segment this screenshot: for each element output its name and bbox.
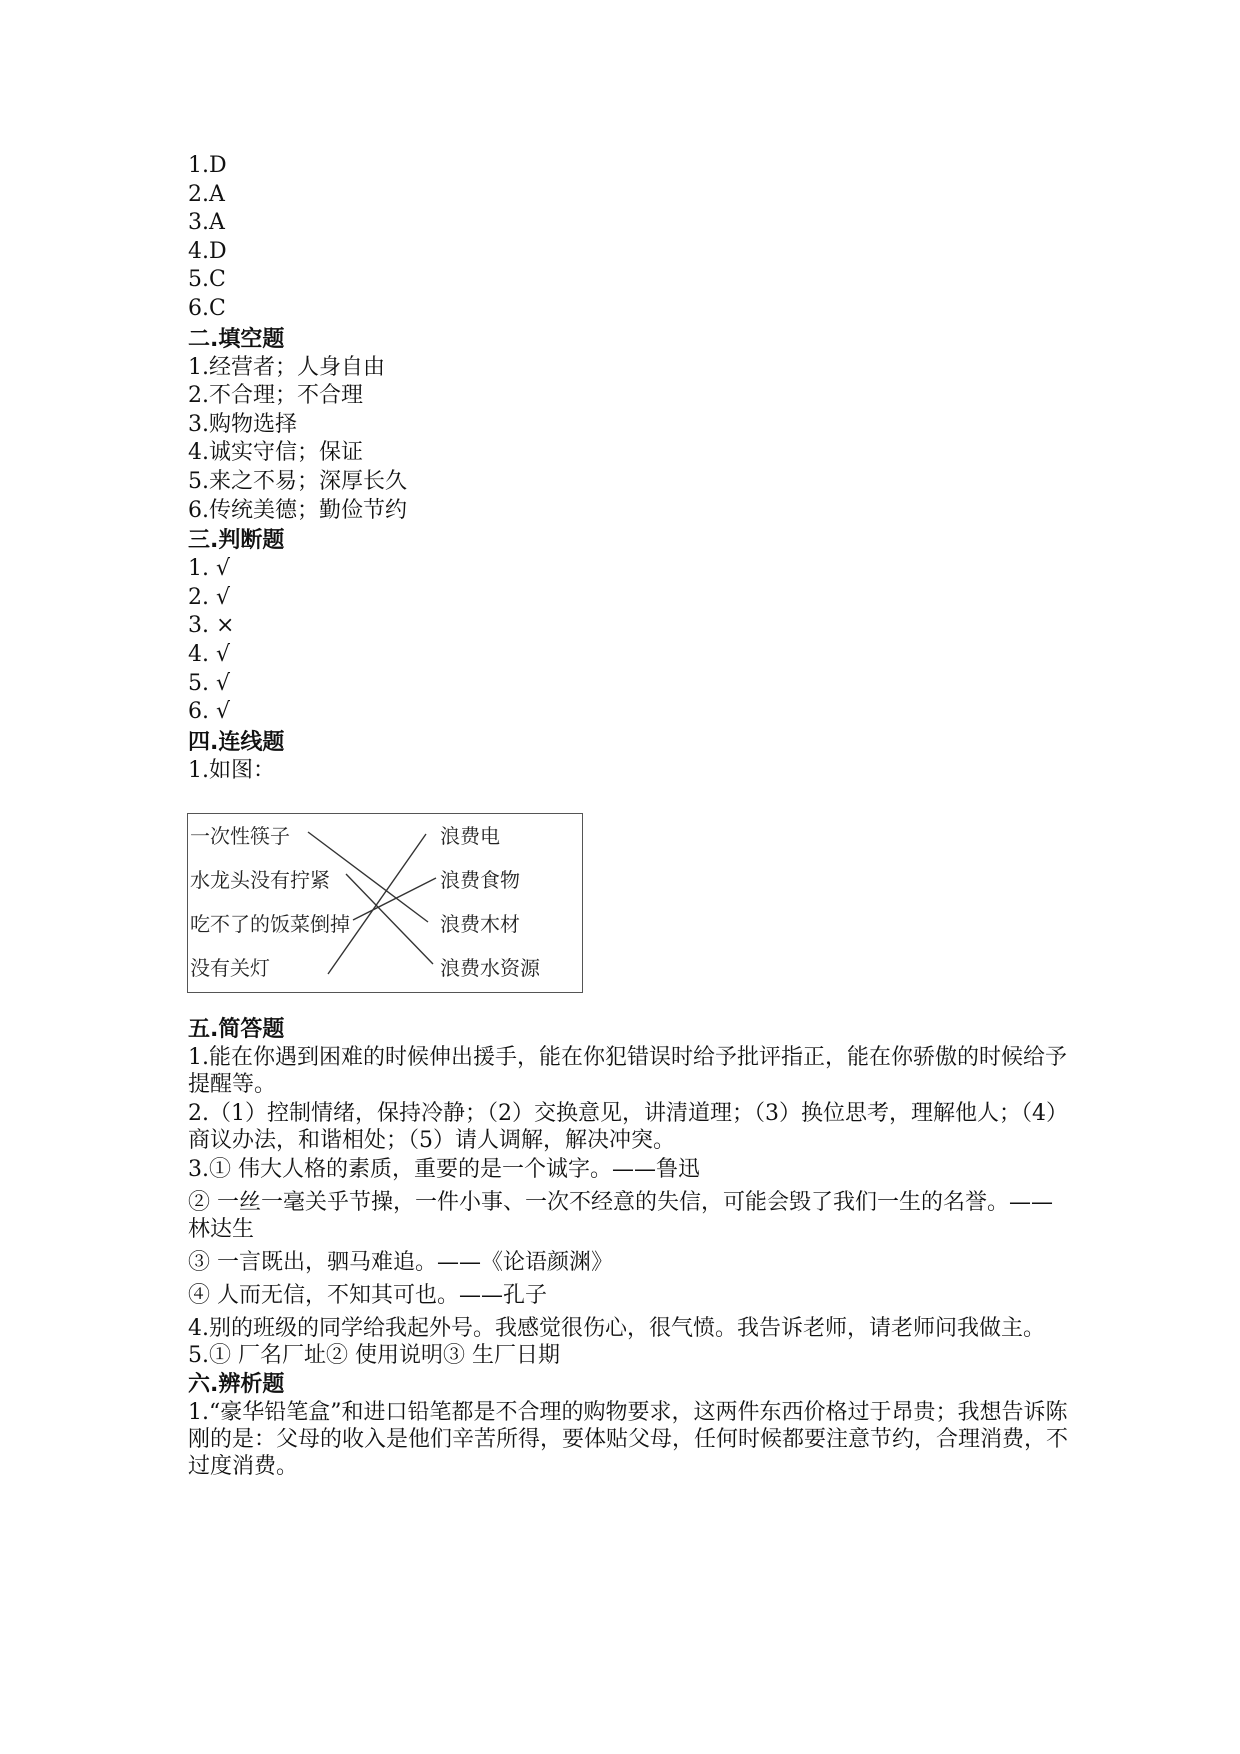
choice-answer: 5.C xyxy=(188,267,226,293)
judge-answers xyxy=(188,555,1068,727)
matching-lines xyxy=(188,814,582,992)
choice-answer: 6.C xyxy=(188,295,226,321)
choice-answers xyxy=(188,152,1068,324)
judge-answer: 6. √ xyxy=(188,699,231,725)
match-line xyxy=(308,832,428,922)
match-line xyxy=(353,878,436,920)
choice-answer: 1.D xyxy=(188,153,227,178)
match-answer: 1.如图： xyxy=(188,757,275,783)
section-title-fill: 二.填空题 xyxy=(188,326,285,352)
answer-page xyxy=(188,152,1068,1482)
judge-answer: 5. √ xyxy=(188,670,231,696)
right-item: 浪费食物 xyxy=(440,868,520,893)
fill-answer: 4.诚实守信；保证 xyxy=(188,440,363,466)
short-answer-2: 2.（1）控制情绪，保持冷静；（2）交换意见，讲清道理；（3）换位思考，理解他人；（4）商议办法，和谐相处；（5）请人调解，解决冲突。 xyxy=(188,1101,1068,1154)
fill-answers xyxy=(188,354,1068,526)
judge-answer: 3. × xyxy=(188,613,235,639)
analysis-answer-1: 1.“豪华铅笔盒”和进口铅笔都是不合理的购物要求，这两件东西价格过于昂贵；我想告诉陈刚的是：父母的收入是他们辛苦所得，要体贴父母，任何时候都要注意节约，合理消费，不过度消费。 xyxy=(188,1400,1069,1480)
short-answer-4: 4.别的班级的同学给我起外号。我感觉很伤心，很气愤。我告诉老师，请老师问我做主。 xyxy=(188,1316,1045,1342)
fill-answer: 6.传统美德；勤俭节约 xyxy=(188,497,407,523)
matching-figure xyxy=(187,813,583,993)
fill-answer: 3.购物选择 xyxy=(188,411,297,437)
match-line xyxy=(328,834,426,974)
judge-answer: 2. √ xyxy=(188,584,231,610)
fill-answer: 2.不合理；不合理 xyxy=(188,383,363,409)
short-answer-1: 1.能在你遇到困难的时候伸出援手，能在你犯错误时给予批评指正，能在你骄傲的时候给予提醒等。 xyxy=(188,1045,1067,1098)
judge-answer: 4. √ xyxy=(188,641,231,667)
choice-answer: 3.A xyxy=(188,210,225,236)
quote-item: ④ 人而无信，不知其可也。——孔子 xyxy=(188,1283,547,1309)
judge-answer: 1. √ xyxy=(188,556,231,582)
section-title-judge: 三.判断题 xyxy=(188,528,285,554)
short-answer-3: 3.① 伟大人格的素质，重要的是一个诚字。——鲁迅 xyxy=(188,1157,700,1183)
quote-item: ③ 一言既出，驷马难追。——《论语颜渊》 xyxy=(188,1250,613,1276)
quote-item: ② 一丝一毫关乎节操，一件小事、一次不经意的失信，可能会毁了我们一生的名誉。——林达生 xyxy=(188,1190,1053,1243)
section-title-match: 四.连线题 xyxy=(188,729,285,755)
match-line xyxy=(346,874,433,964)
left-item: 水龙头没有拧紧 xyxy=(190,868,330,893)
right-item: 浪费电 xyxy=(440,824,500,849)
section-title-analysis: 六.辨析题 xyxy=(188,1372,285,1398)
right-item: 浪费水资源 xyxy=(440,956,540,981)
choice-answer: 2.A xyxy=(188,181,225,207)
left-item: 吃不了的饭菜倒掉 xyxy=(190,912,350,937)
left-item: 没有关灯 xyxy=(190,956,270,981)
section-title-short: 五.简答题 xyxy=(188,1017,285,1043)
short-answer-5: 5.① 厂名厂址② 使用说明③ 生厂日期 xyxy=(188,1343,560,1369)
choice-answer: 4.D xyxy=(188,238,227,264)
fill-answer: 1.经营者；人身自由 xyxy=(188,354,385,380)
fill-answer: 5.来之不易；深厚长久 xyxy=(188,468,407,494)
right-item: 浪费木材 xyxy=(440,912,520,937)
left-item: 一次性筷子 xyxy=(190,824,290,849)
